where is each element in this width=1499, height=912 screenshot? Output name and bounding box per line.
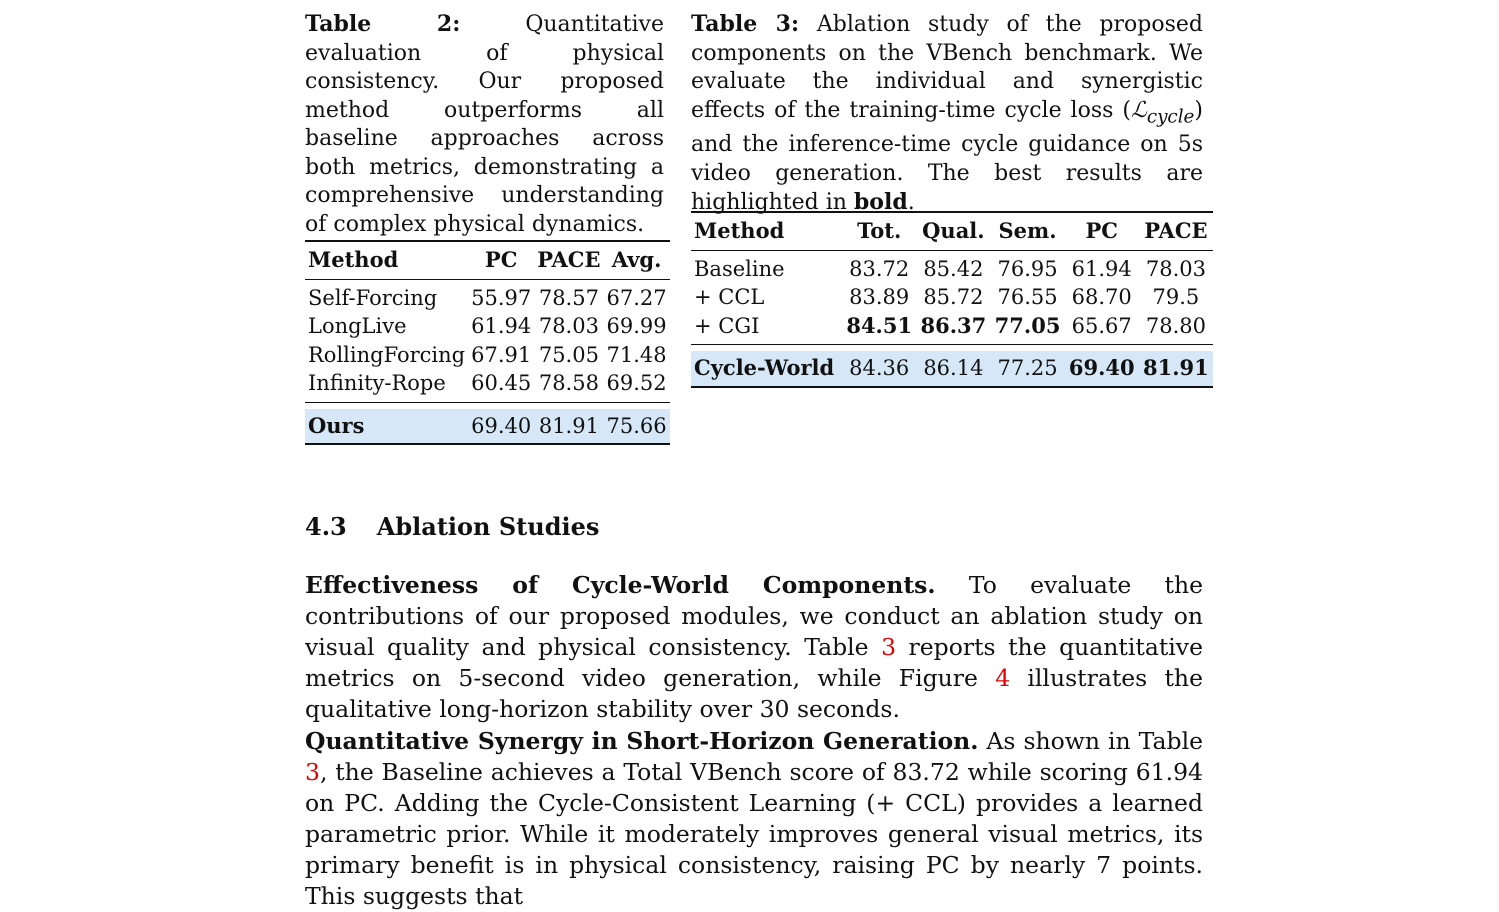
table-row — [305, 369, 670, 402]
table3-caption-math-sub: cycle — [1146, 105, 1195, 127]
figure-reference-link[interactable]: 4 — [995, 664, 1011, 692]
table-cell: 61.94 — [1071, 256, 1132, 281]
table-cell-best: 69.40 — [1065, 351, 1139, 387]
table-cell: 78.03 — [538, 314, 599, 338]
table-row — [305, 312, 670, 341]
table-reference-link[interactable]: 3 — [305, 758, 320, 786]
table-cell: 61.94 — [471, 314, 532, 338]
section-heading — [305, 512, 599, 541]
table2-ours-row — [305, 409, 670, 445]
section-number: 4.3 — [305, 512, 347, 541]
paragraph-text: As shown in Table — [978, 727, 1203, 755]
paragraph-heading: Effectiveness of Cycle-World Components. — [305, 571, 936, 599]
table2-header-cell: PC — [468, 241, 534, 279]
table-row — [305, 279, 670, 312]
table-cell: 67.27 — [606, 285, 667, 310]
table2-header-cell: PACE — [534, 241, 603, 279]
table-cell: + CGI — [691, 312, 842, 345]
table-cell: 69.40 — [468, 409, 534, 445]
table-cell: 76.55 — [997, 285, 1058, 309]
table-row — [691, 312, 1213, 345]
table-cell-best: 77.05 — [990, 312, 1064, 345]
table-cell: 83.89 — [849, 285, 910, 309]
table-cell: 86.14 — [916, 351, 990, 387]
table-row — [305, 341, 670, 370]
table3-caption-end: . — [907, 190, 915, 216]
table-cell: 79.5 — [1152, 285, 1200, 309]
paragraph-text: , the Baseline achieves a Total VBench score of 83.72 while scoring 61.94 on PC. Adding the Cycle-Consistent Learning (+ CCL) provides a learned parametric prior. While it moderately improves general visual metrics, its primary benefit is in physical consistency, raising PC by nearly 7 points. This suggests that — [305, 758, 1203, 910]
table-cell: 75.05 — [538, 342, 599, 367]
table-cell: 67.91 — [471, 342, 532, 367]
table-cell: 68.70 — [1071, 285, 1132, 309]
table-cell: 78.58 — [534, 369, 603, 402]
table2-header-cell: Avg. — [604, 241, 670, 279]
table3-final-row — [691, 351, 1213, 387]
table-cell: 75.66 — [604, 409, 670, 445]
table3-caption-bold: bold — [853, 189, 908, 216]
table-cell: + CCL — [694, 285, 765, 309]
table3 — [691, 211, 1213, 388]
table-row — [691, 250, 1213, 283]
table-cell: 78.57 — [538, 285, 599, 310]
table3-header-cell: PACE — [1139, 212, 1213, 250]
table3-caption-text-2: ) and the inference-time cycle guidance on 5s video generation. The best results are highlighted in — [691, 97, 1203, 216]
table3-header-cell: Tot. — [842, 212, 916, 250]
table3-caption — [691, 10, 1203, 218]
table-cell: 85.42 — [923, 256, 984, 281]
table2-caption-label: Table 2: — [305, 11, 461, 37]
table-cell: Cycle-World — [691, 351, 842, 387]
table-cell: 60.45 — [468, 369, 534, 402]
table-cell: Ours — [305, 409, 468, 445]
table2-header-cell: Method — [305, 241, 468, 279]
paragraph-text: To evaluate the contributions of our proposed modules, we conduct an ablation study on visual quality and physical consistency. Table — [305, 571, 1203, 661]
paragraph-effectiveness — [305, 570, 1203, 725]
table-cell: RollingForcing — [308, 342, 466, 367]
paragraph-text: reports the quantitative metrics on 5-second video generation, while Figure — [305, 633, 1203, 692]
table-cell: 83.72 — [849, 256, 910, 281]
table2-header-row — [305, 241, 670, 279]
table-cell: 81.91 — [534, 409, 603, 445]
table-cell: 77.25 — [990, 351, 1064, 387]
table3-header-cell: Qual. — [916, 212, 990, 250]
table-cell: LongLive — [308, 314, 407, 338]
table3-header-row — [691, 212, 1213, 250]
table-cell: 69.52 — [604, 369, 670, 402]
table-cell-best: 84.51 — [842, 312, 916, 345]
table3-header-cell: Sem. — [990, 212, 1064, 250]
table-cell: Self-Forcing — [308, 285, 438, 310]
table-row — [691, 283, 1213, 312]
table-cell: Baseline — [694, 256, 785, 281]
table3-caption-label: Table 3: — [691, 11, 800, 37]
table-cell: 69.99 — [606, 314, 667, 338]
table-cell-best: 86.37 — [916, 312, 990, 345]
table-cell: Infinity-Rope — [305, 369, 468, 402]
table3-caption-text-1: Ablation study of the proposed components on the VBench benchmark. We evaluate the individual and synergistic effects of the training-time cycle loss ( — [691, 12, 1203, 123]
section-title: Ablation Studies — [376, 512, 600, 541]
table3-caption-math: ℒ — [1130, 97, 1147, 123]
table-cell: 78.80 — [1139, 312, 1213, 345]
paragraph-text: illustrates the qualitative long-horizon stability over 30 seconds. — [305, 664, 1203, 723]
table-cell-best: 81.91 — [1139, 351, 1213, 387]
table3-header-cell: PC — [1065, 212, 1139, 250]
table-cell: 85.72 — [923, 285, 984, 309]
table-reference-link[interactable]: 3 — [881, 633, 897, 661]
table-cell: 65.67 — [1065, 312, 1139, 345]
table-cell: 71.48 — [606, 342, 667, 367]
paragraph-synergy — [305, 726, 1203, 912]
table2-caption — [305, 10, 664, 239]
paragraph-heading: Quantitative Synergy in Short-Horizon Generation. — [305, 727, 979, 755]
table-cell: 76.95 — [997, 256, 1058, 281]
table3-header-cell: Method — [691, 212, 842, 250]
table-cell: 55.97 — [471, 285, 532, 310]
table-cell: 78.03 — [1145, 256, 1206, 281]
table-cell: 84.36 — [842, 351, 916, 387]
table2 — [305, 240, 670, 445]
table2-caption-text: Quantitative evaluation of physical consistency. Our proposed method outperforms all baseline approaches across both metrics, demonstrating a comprehensive understanding of complex physical dynamics. — [305, 12, 664, 237]
